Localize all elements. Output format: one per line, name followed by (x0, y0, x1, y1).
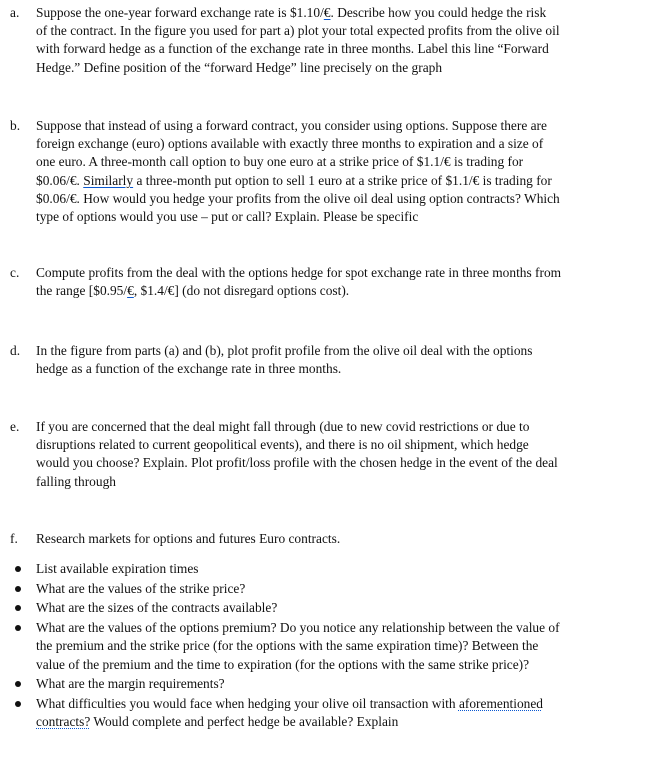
question-a (10, 4, 625, 77)
question-a-marker: a. (10, 5, 20, 20)
text-line: What difficulties you would face when hedging your olive oil transaction with aforementioned (36, 695, 543, 711)
text-line: Suppose that instead of using a forward contract, you consider using options. Suppose there are (36, 118, 547, 133)
question-c-marker: c. (10, 265, 20, 280)
list-item (10, 599, 625, 617)
question-b-marker: b. (10, 118, 21, 133)
question-e (10, 418, 625, 491)
bullet-icon (15, 625, 21, 631)
text-line: hedge as a function of the exchange rate in three months. (36, 361, 342, 377)
text-line: Compute profits from the deal with the options hedge for spot exchange rate in three months from (36, 265, 562, 280)
grammar-flag-underline[interactable]: Similarly (83, 172, 134, 188)
question-d-marker: d. (10, 343, 21, 358)
question-a-text (36, 4, 625, 77)
text-line: the premium and the strike price (for the options with the same expiration time)? Between the (36, 638, 539, 654)
spell-flag-underline[interactable]: € (323, 5, 331, 20)
text-line: one euro. A three-month call option to buy one euro at a strike price of $1.1/€ is trading for (36, 154, 524, 170)
question-e-text (36, 418, 625, 491)
text-line: Research markets for options and futures Euro contracts. (36, 531, 341, 546)
text-line: value of the premium and the time to expiration (for the options with the same strike price)? (36, 656, 530, 672)
question-f-marker: f. (10, 531, 18, 546)
text-line: In the figure from parts (a) and (b), plot profit profile from the olive oil deal with the options (36, 343, 533, 358)
text-line: If you are concerned that the deal might fall through (due to new covid restrictions or due to (36, 419, 530, 434)
question-f (10, 530, 625, 548)
list-item (10, 560, 625, 578)
question-f-text (36, 530, 625, 548)
question-b-text (36, 117, 625, 226)
text-line: falling through (36, 473, 116, 489)
list-item (10, 580, 625, 598)
bullet-icon (15, 605, 21, 611)
question-d (10, 342, 625, 378)
question-e-marker: e. (10, 419, 20, 434)
text-line: of the contract. In the figure you used for part a) plot your total expected profits from the olive oil (36, 23, 560, 39)
text-line: would you choose? Explain. Plot profit/loss profile with the chosen hedge in the event of the deal (36, 455, 558, 471)
text-line: with forward hedge as a function of the exchange rate in three months. Label this line “Forward (36, 41, 549, 57)
text-line: What are the margin requirements? (36, 676, 225, 692)
spell-flag-underline[interactable]: € (127, 283, 134, 299)
text-line: Suppose the one-year forward exchange rate is $1.10/€. Describe how you could hedge the risk (36, 5, 547, 20)
grammar-flag-underline[interactable]: contracts? (36, 714, 91, 730)
question-d-text (36, 342, 625, 378)
text-line: List available expiration times (36, 561, 199, 576)
text-line: What are the values of the strike price? (36, 580, 246, 596)
list-item (10, 695, 625, 731)
bullet-icon (15, 566, 21, 572)
text-line: Hedge.” Define position of the “forward Hedge” line precisely on the graph (36, 59, 443, 75)
bullet-icon (15, 586, 21, 592)
text-line: disruptions related to current geopolitical events), and there is no oil shipment, which hedge (36, 437, 529, 453)
text-line: the range [$0.95/€, $1.4/€] (do not disregard options cost). (36, 283, 350, 299)
question-c-text (36, 264, 625, 300)
text-line: type of options would you use – put or call? Explain. Please be specific (36, 209, 419, 225)
text-line: $0.06/€. Similarly a three-month put option to sell 1 euro at a strike price of $1.1/€ is trading for (36, 172, 552, 188)
grammar-flag-underline[interactable]: aforementioned (458, 695, 543, 711)
bullet-list (10, 560, 625, 733)
bullet-icon (15, 681, 21, 687)
question-b (10, 117, 625, 226)
text-line: $0.06/€. How would you hedge your profits from the olive oil deal using option contracts? Which (36, 190, 560, 206)
question-c (10, 264, 625, 300)
list-item (10, 619, 625, 674)
bullet-icon (15, 701, 21, 707)
text-line: What are the sizes of the contracts available? (36, 600, 278, 616)
text-line: foreign exchange (euro) options available with exactly three months to expiration and a size of (36, 136, 544, 152)
list-item (10, 675, 625, 693)
text-line: contracts? Would complete and perfect hedge be available? Explain (36, 714, 399, 730)
text-line: What are the values of the options premium? Do you notice any relationship between the value of (36, 620, 560, 636)
